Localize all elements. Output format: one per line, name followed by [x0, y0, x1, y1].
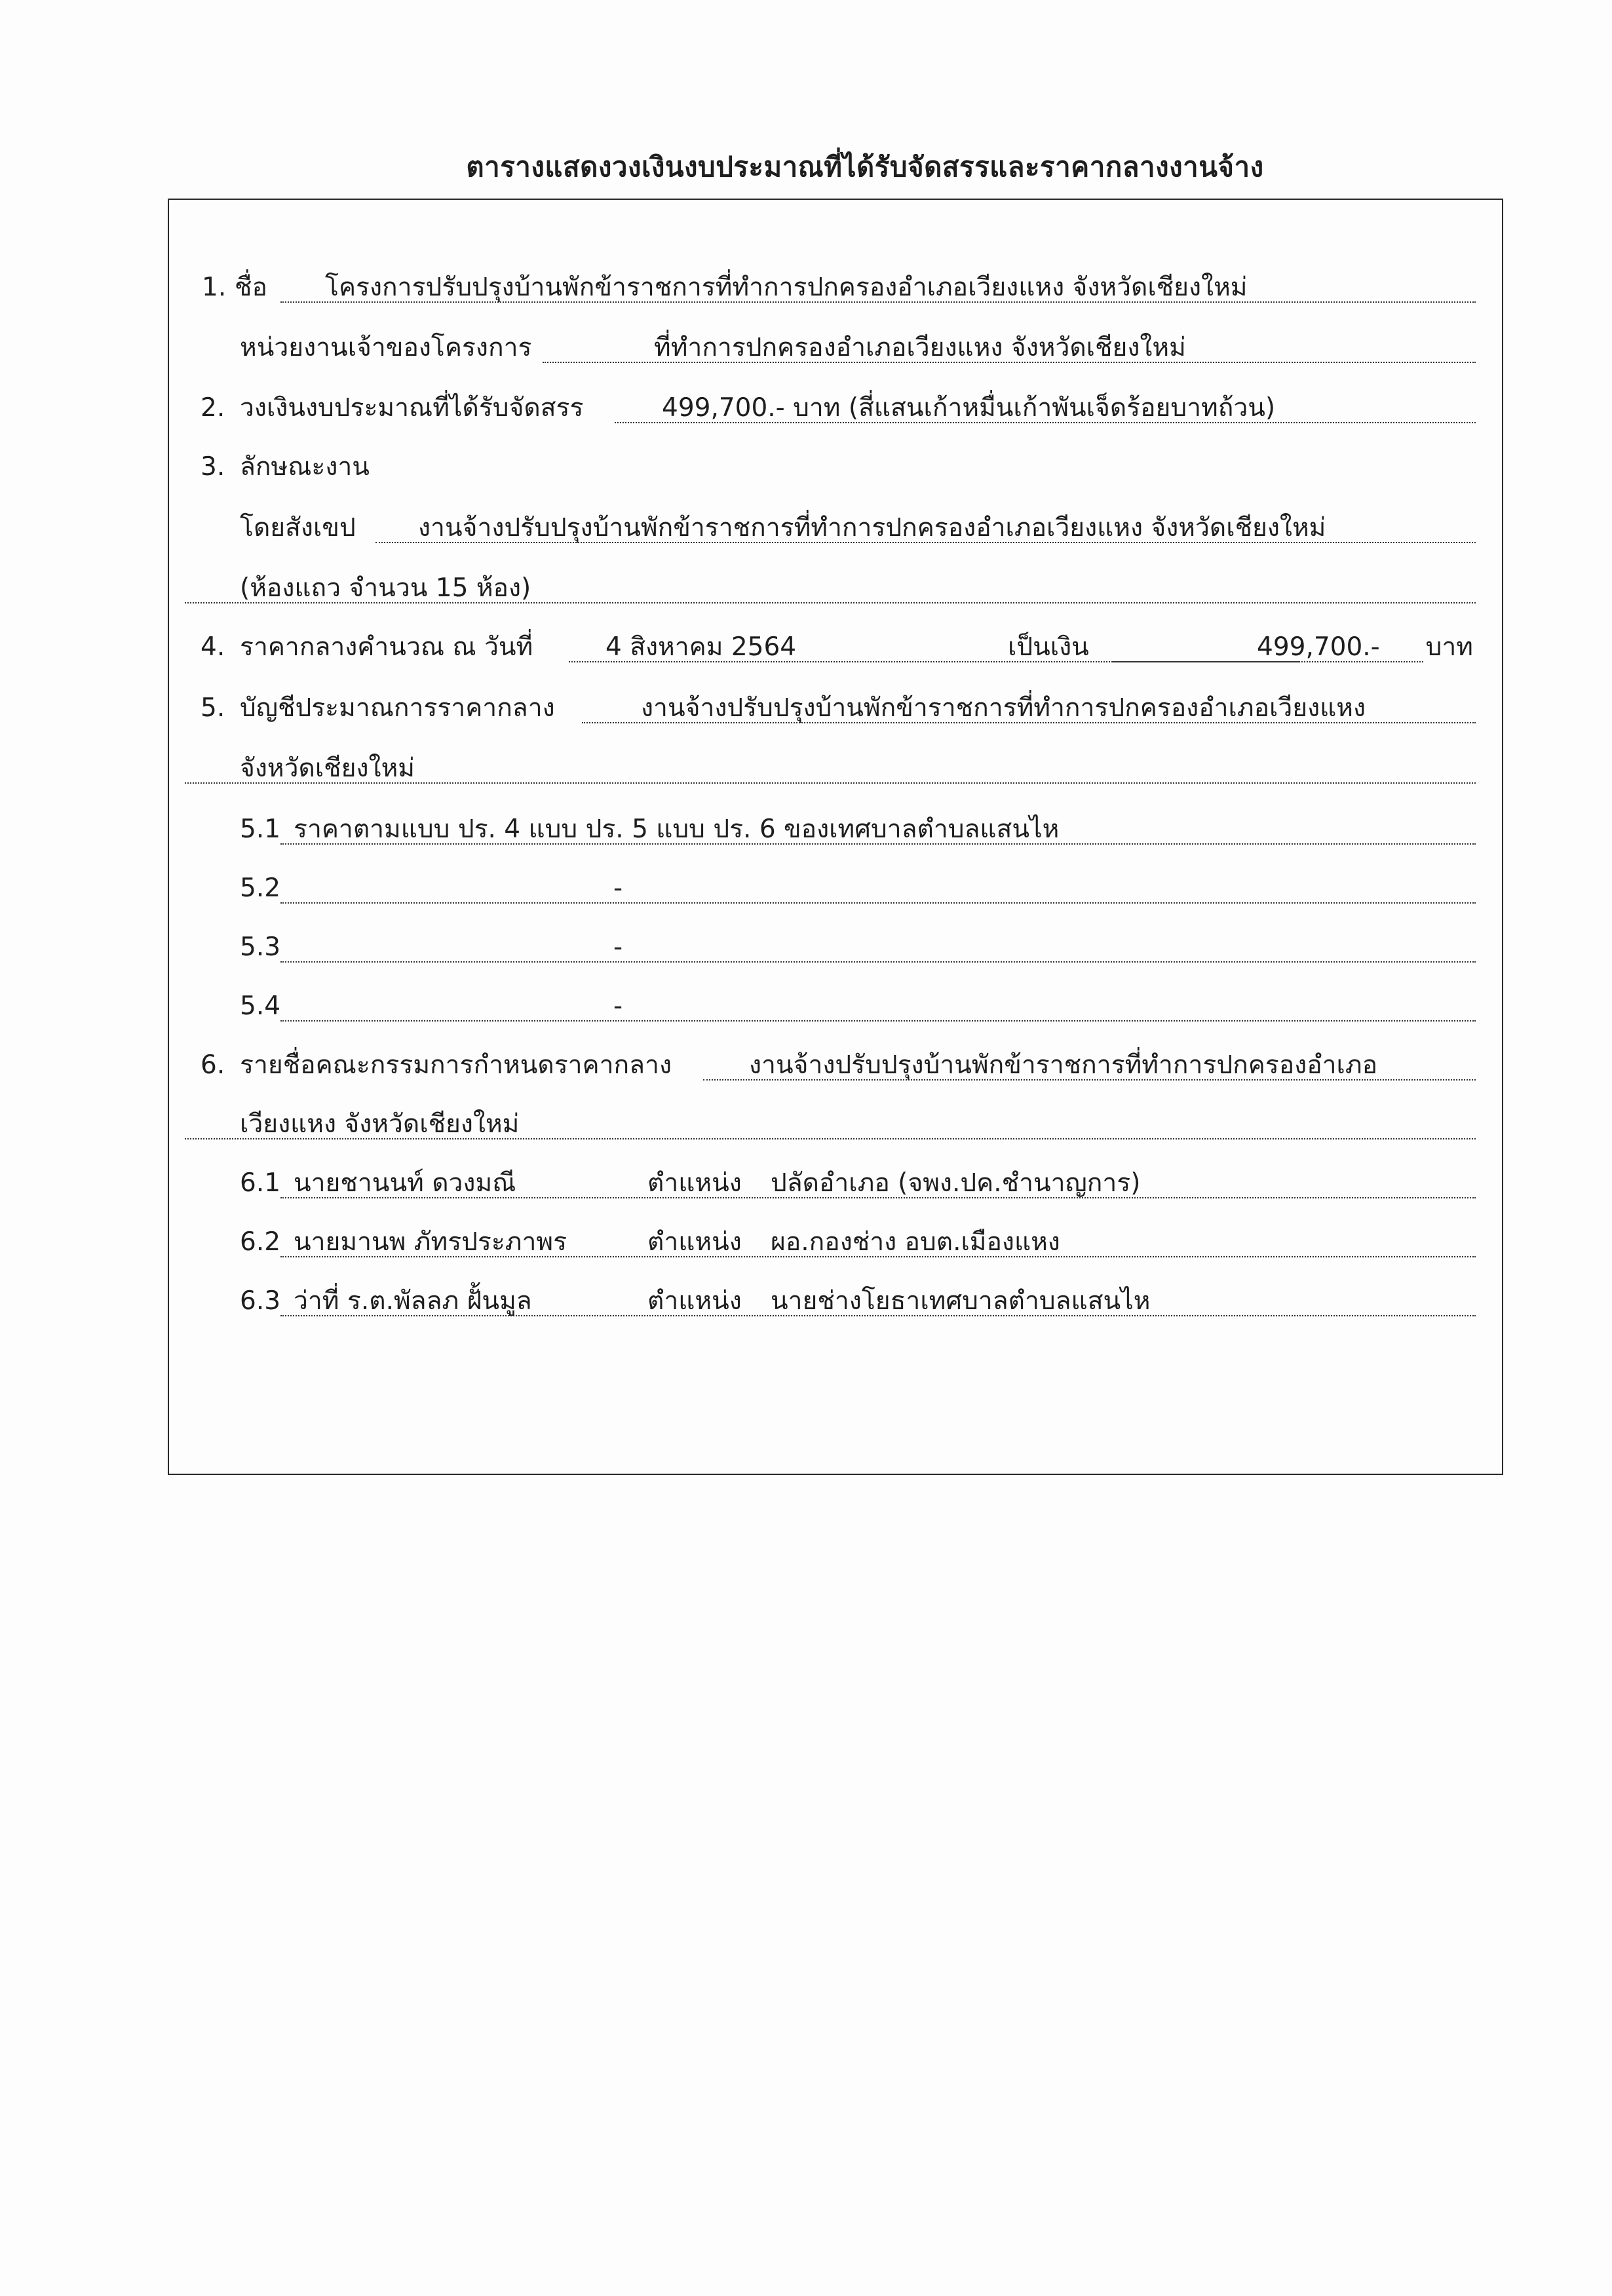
- item-6-cont-line: [169, 1104, 1502, 1143]
- item-label: ลักษณะงาน: [240, 452, 370, 482]
- item-number: 4.: [201, 632, 225, 662]
- item-2-line: [169, 388, 1502, 427]
- item-number: 3.: [201, 452, 225, 482]
- member-name: นายมานพ ภัทรประภาพร: [294, 1227, 567, 1257]
- item-number: 5.: [201, 693, 225, 723]
- position-label: ตำแหน่ง: [647, 1168, 742, 1198]
- dotted-leader: [280, 961, 1476, 963]
- member-position: นายช่างโยธาเทศบาลตำบลแสนไห: [771, 1286, 1151, 1316]
- sub-number: 5.3: [240, 932, 281, 962]
- committee-value-cont: เวียงแหง จังหวัดเชียงใหม่: [240, 1109, 520, 1139]
- member-position: ปลัดอำเภอ (จพง.ปค.ชำนาญการ): [771, 1168, 1141, 1198]
- project-name: โครงการปรับปรุงบ้านพักข้าราชการที่ทำการปกครองอำเภอเวียงแหง จังหวัดเชียงใหม่: [325, 273, 1248, 302]
- member-name: ว่าที่ ร.ต.พัลลภ ฝั้นมูล: [294, 1286, 532, 1316]
- item-1-owner-line: [169, 328, 1502, 367]
- member-name: นายชานนท์ ดวงมณี: [294, 1168, 516, 1198]
- sub-number: 5.1: [240, 814, 281, 844]
- summary-cont: (ห้องแถว จำนวน 15 ห้อง): [240, 573, 531, 603]
- amount-label: เป็นเงิน: [1008, 632, 1089, 662]
- sub-value: -: [613, 991, 623, 1021]
- item-number: 1.: [202, 273, 227, 302]
- sub-item-5-1: [169, 809, 1502, 849]
- item-label: วงเงินงบประมาณที่ได้รับจัดสรร: [240, 393, 584, 423]
- item-number: 6.: [201, 1050, 225, 1080]
- budget-value: 499,700.- บาท (สี่แสนเก้าหมื่นเก้าพันเจ็ดร้อยบาทถ้วน): [662, 393, 1276, 423]
- form-frame: [168, 199, 1503, 1475]
- position-label: ตำแหน่ง: [647, 1286, 742, 1316]
- item-5-cont-line: [169, 748, 1502, 788]
- summary-label: โดยสังเขป: [240, 513, 356, 543]
- summary-value: งานจ้างปรับปรุงบ้านพักข้าราชการที่ทำการปกครองอำเภอเวียงแหง จังหวัดเชียงใหม่: [418, 513, 1326, 543]
- member-number: 6.1: [240, 1168, 281, 1198]
- dotted-leader: [280, 1020, 1476, 1022]
- owner-value: ที่ทำการปกครองอำเภอเวียงแหง จังหวัดเชียงใหม่: [654, 333, 1186, 362]
- committee-value: งานจ้างปรับปรุงบ้านพักข้าราชการที่ทำการปกครองอำเภอ: [749, 1050, 1378, 1080]
- bill-value: งานจ้างปรับปรุงบ้านพักข้าราชการที่ทำการปกครองอำเภอเวียงแหง: [641, 693, 1366, 723]
- sub-value: ราคาตามแบบ ปร. 4 แบบ ปร. 5 แบบ ปร. 6 ของเทศบาลตำบลแสนไห: [294, 814, 1060, 844]
- amount-unit: บาท: [1425, 632, 1473, 662]
- item-6-line: [169, 1045, 1502, 1084]
- member-position: ผอ.กองช่าง อบต.เมืองแหง: [771, 1227, 1060, 1257]
- sub-number: 5.4: [240, 991, 281, 1021]
- item-label: รายชื่อคณะกรรมการกำหนดราคากลาง: [240, 1050, 672, 1080]
- member-6-3: [169, 1281, 1502, 1320]
- sub-value: -: [613, 873, 623, 903]
- item-label: บัญชีประมาณการราคากลาง: [240, 693, 555, 723]
- item-label: ชื่อ: [235, 273, 267, 302]
- item-3-summary-line: [169, 508, 1502, 547]
- dotted-leader: [280, 902, 1476, 904]
- owner-label: หน่วยงานเจ้าของโครงการ: [240, 333, 532, 362]
- item-1-line: [169, 267, 1502, 307]
- item-3-line: [169, 447, 1502, 486]
- item-label: ราคากลางคำนวณ ณ วันที่: [240, 632, 533, 662]
- item-number: 2.: [201, 393, 225, 423]
- sub-value: -: [613, 932, 623, 962]
- estimate-date: 4 สิงหาคม 2564: [605, 632, 797, 662]
- member-6-2: [169, 1222, 1502, 1261]
- member-number: 6.3: [240, 1286, 281, 1316]
- sub-number: 5.2: [240, 873, 281, 903]
- sub-item-5-2: [169, 868, 1502, 908]
- item-5-line: [169, 688, 1502, 727]
- member-number: 6.2: [240, 1227, 281, 1257]
- sub-item-5-4: [169, 986, 1502, 1025]
- item-4-line: [169, 627, 1502, 666]
- item-3-summary-cont-line: [169, 568, 1502, 607]
- document-title: ตารางแสดงวงเงินงบประมาณที่ได้รับจัดสรรและราคากลางงานจ้าง: [466, 151, 1264, 183]
- member-6-1: [169, 1163, 1502, 1202]
- estimate-amount: 499,700.-: [1257, 632, 1380, 662]
- bill-value-cont: จังหวัดเชียงใหม่: [240, 754, 415, 783]
- sub-item-5-3: [169, 927, 1502, 966]
- position-label: ตำแหน่ง: [647, 1227, 742, 1257]
